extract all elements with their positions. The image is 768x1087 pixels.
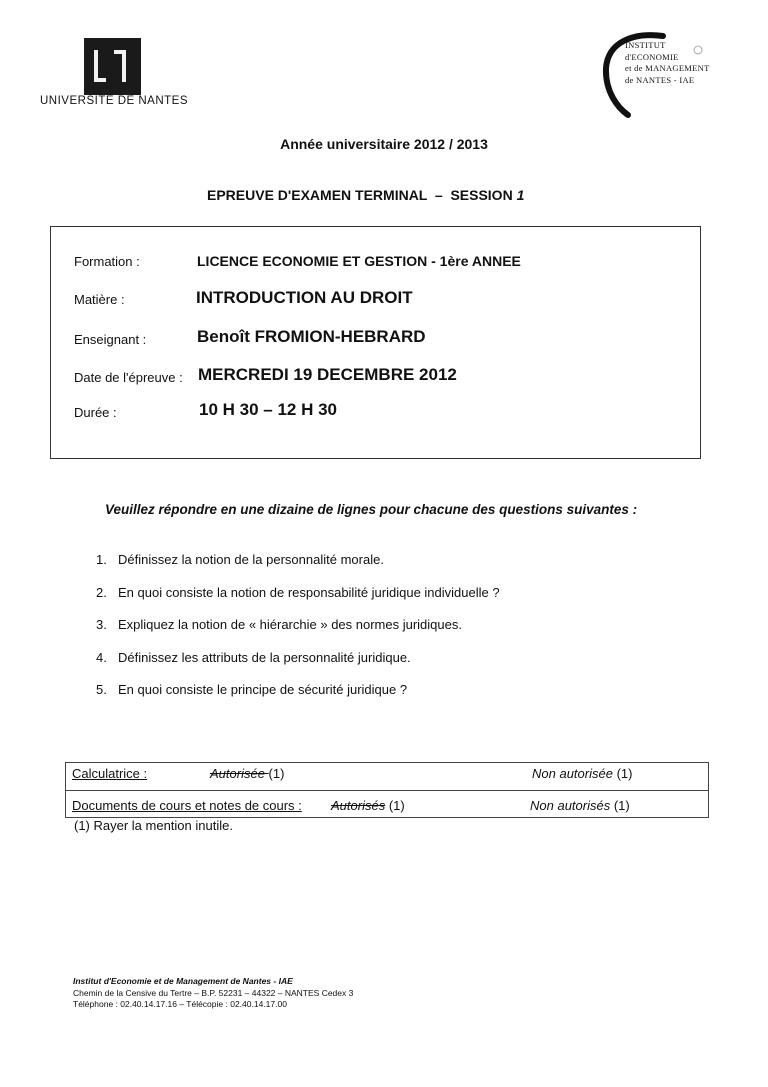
- question-text: En quoi consiste le principe de sécurité juridique ?: [118, 682, 408, 697]
- date-value: MERCREDI 19 DECEMBRE 2012: [198, 365, 457, 384]
- duree-value: 10 H 30 – 12 H 30: [199, 400, 337, 419]
- question-text: En quoi consiste la notion de responsabilité juridique individuelle ?: [118, 585, 500, 600]
- exam-title: [207, 187, 524, 203]
- matiere-label: Matière :: [74, 292, 125, 307]
- date-label: Date de l'épreuve :: [74, 370, 183, 385]
- documents-option: [530, 798, 630, 813]
- question-item: [96, 650, 411, 665]
- university-name: UNIVERSITÉ DE NANTES: [40, 95, 189, 107]
- option-text: Non autorisée: [532, 766, 613, 781]
- question-number: 1.: [96, 552, 107, 567]
- footnote-ref: (1): [385, 798, 405, 813]
- footnote-ref: (1): [612, 766, 633, 781]
- question-text: Définissez les attributs de la personnalité juridique.: [118, 650, 411, 665]
- exam-title-text: EPREUVE D'EXAMEN TERMINAL – SESSION: [207, 187, 517, 203]
- question-item: [96, 552, 384, 567]
- question-item: [96, 585, 500, 600]
- iae-line: de NANTES - IAE: [625, 74, 695, 85]
- option-text: Non autorisés: [530, 798, 611, 813]
- calculator-option: [532, 766, 632, 781]
- question-number: 2.: [96, 585, 107, 600]
- session-number: 1: [516, 187, 525, 203]
- footnote: (1) Rayer la mention inutile.: [74, 818, 233, 833]
- enseignant-value: Benoît FROMION-HEBRARD: [197, 327, 426, 346]
- enseignant-label: Enseignant :: [74, 332, 147, 347]
- footnote-ref: (1): [268, 766, 285, 781]
- question-number: 3.: [96, 617, 107, 632]
- calculator-label: Calculatrice :: [72, 766, 148, 781]
- instructions: Veuillez répondre en une dizaine de lignes pour chacune des questions suivantes :: [105, 502, 638, 517]
- footer-address: [73, 976, 353, 1011]
- struck-option: Autorisée: [210, 766, 269, 781]
- footnote-ref: (1): [610, 798, 630, 813]
- documents-label: Documents de cours et notes de cours :: [72, 798, 302, 813]
- question-item: [96, 617, 462, 632]
- duree-label: Durée :: [74, 405, 117, 420]
- matiere-value: INTRODUCTION AU DROIT: [196, 288, 413, 307]
- documents-option-struck: [331, 798, 405, 813]
- iae-line: et de MANAGEMENT: [625, 63, 710, 73]
- iae-name: [625, 40, 710, 86]
- footer-institution: Institut d'Economie et de Management de Nantes - IAE: [73, 976, 293, 986]
- question-item: [96, 682, 407, 697]
- footer-contact-line: Téléphone : 02.40.14.17.16 – Télécopie : 02.40.14.17.00: [73, 999, 287, 1009]
- table-divider: [66, 790, 708, 791]
- footer-address-line: Chemin de la Censive du Tertre – B.P. 52231 – 44322 – NANTES Cedex 3: [73, 987, 354, 998]
- universite-nantes-logo: [84, 38, 141, 95]
- question-text: Définissez la notion de la personnalité morale.: [118, 552, 384, 567]
- question-number: 4.: [96, 650, 107, 665]
- formation-label: Formation :: [74, 254, 140, 269]
- question-number: 5.: [96, 682, 107, 697]
- academic-year: Année universitaire 2012 / 2013: [280, 136, 488, 152]
- iae-line: INSTITUT: [625, 40, 666, 50]
- calculator-option-struck: [210, 766, 284, 781]
- struck-option: Autorisés: [331, 798, 386, 813]
- question-text: Expliquez la notion de « hiérarchie » des normes juridiques.: [118, 617, 462, 632]
- formation-value: LICENCE ECONOMIE ET GESTION - 1ère ANNEE: [197, 253, 521, 269]
- iae-line: d'ECONOMIE: [625, 51, 679, 62]
